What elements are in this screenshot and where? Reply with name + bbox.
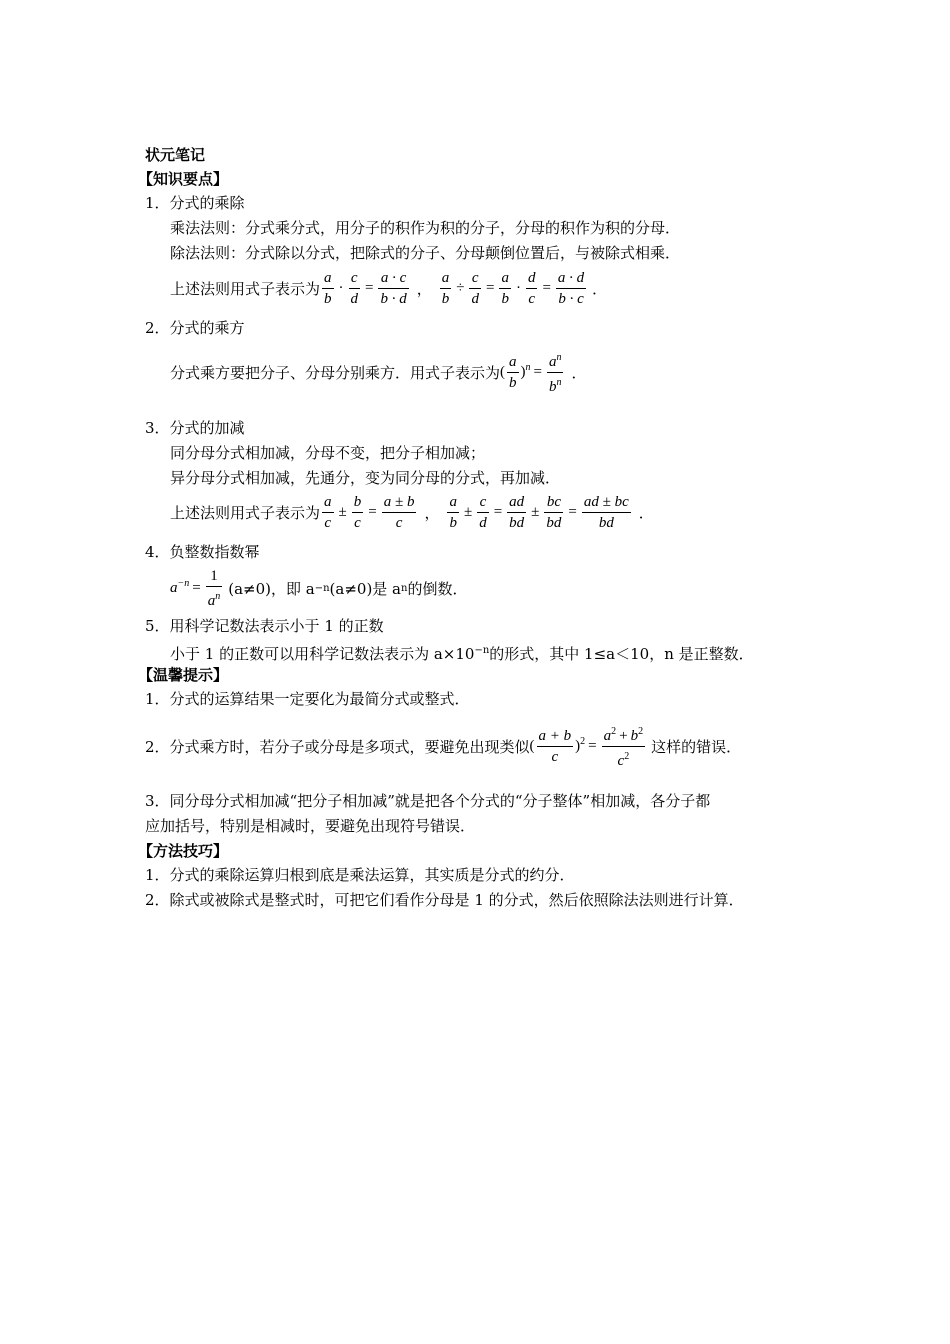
formula-negative-exponent: $a^{-n}$ = $\frac{1}{a^n}$ <box>170 568 221 609</box>
page-title: 状元笔记 <box>145 146 206 164</box>
item2-title: 2．分式的乘方 <box>145 319 245 337</box>
item2-formula-line: 分式乘方要把分子、分母分别乘方．用式子表示为 ( $\frac{a}{b}$ )$^n$ = $\frac{a^n}{b^n}$ ． <box>170 348 587 397</box>
tip3-line2: 应加括号，特别是相减时，要避免出现符号错误． <box>145 817 476 835</box>
item3-different-denominator: 异分母分式相加减，先通分，变为同分母的分式，再加减． <box>170 469 561 487</box>
tip1: 1．分式的运算结果一定要化为最简分式或整式． <box>145 690 470 708</box>
item3-formula-line: 上述法则用式子表示为 $\frac{a}{c}$ ± $\frac{b}{c}$ = $\frac{a \pm b}{c}$ ， $\frac{a}{b}$ ± $\frac{c}{d}$ = $\frac{ad}{bd}$ ± $\frac{bc}{bd}$ = $\frac{ad \pm bc}{bd}$ ． <box>170 494 654 531</box>
item3-title: 3．分式的加减 <box>145 419 245 437</box>
formula-div: $\frac{a}{b}$ ÷ $\frac{c}{d}$ = $\frac{a}{b}$ · $\frac{d}{c}$ = $\frac{a \cdot d}{b \cdot c}$ <box>441 270 585 307</box>
item3-same-denominator: 同分母分式相加减，分母不变，把分子相加减； <box>170 444 486 462</box>
method2: 2．除式或被除式是整式时，可把它们看作分母是 1 的分式，然后依照除法法则进行计算． <box>145 891 744 909</box>
item1-formula-prefix: 上述法则用式子表示为 <box>170 280 321 298</box>
section-header-methods: 【方法技巧】 <box>138 842 229 860</box>
item3-formula-prefix: 上述法则用式子表示为 <box>170 504 321 522</box>
item1-rule-divide: 除法法则：分式除以分式，把除式的分子、分母颠倒位置后，与被除式相乘． <box>170 244 681 262</box>
item4-title: 4．负整数指数幂 <box>145 543 260 561</box>
formula-wrong-example: ( $\frac{a + b}{c}$ )$^2$ = $\frac{a^2 + b^2}{c^2}$ <box>529 726 644 769</box>
formula-add-diff: $\frac{a}{b}$ ± $\frac{c}{d}$ = $\frac{ad}{bd}$ ± $\frac{bc}{bd}$ = $\frac{ad \pm bc}{bd}$ <box>449 494 629 531</box>
item5-title: 5．用科学记数法表示小于 1 的正数 <box>145 617 384 635</box>
item2-text: 分式乘方要把分子、分母分别乘方．用式子表示为 <box>170 364 501 382</box>
tip3-line1: 3．同分母分式相加减“把分子相加减”就是把各个分式的“分子整体”相加减，各分子都 <box>145 792 711 810</box>
item5-text: 小于 1 的正数可以用科学记数法表示为 $a\times 10^{-n}$的形式，其中 1≤a＜10，n 是正整数． <box>170 645 754 663</box>
section-header-knowledge: 【知识要点】 <box>138 170 229 188</box>
formula-power: ( $\frac{a}{b}$ )$^n$ = $\frac{a^n}{b^n}$ <box>500 352 562 395</box>
formula-mul: $\frac{a}{b}$ · $\frac{c}{d}$ = $\frac{a \cdot c}{b \cdot d}$ <box>324 270 407 307</box>
tip2-line: 2．分式乘方时，若分子或分母是多项式，要避免出现类似 ( $\frac{a + b}{c}$ )$^2$ = $\frac{a^2 + b^2}{c^2}$ 这样的错误． <box>145 722 741 771</box>
item1-rule-multiply: 乘法法则：分式乘分式，用分子的积作为积的分子，分母的积作为积的分母． <box>170 219 681 237</box>
item1-formula-line: 上述法则用式子表示为 $\frac{a}{b}$ · $\frac{c}{d}$ = $\frac{a \cdot c}{b \cdot d}$ ， $\frac{a}{b}$ ÷ $\frac{c}{d}$ = $\frac{a}{b}$ · $\frac{d}{c}$ = $\frac{a \cdot d}{b \cdot c}$ ． <box>170 270 608 307</box>
formula-add-same: $\frac{a}{c}$ ± $\frac{b}{c}$ = $\frac{a \pm b}{c}$ <box>324 494 415 531</box>
method1: 1．分式的乘除运算归根到底是乘法运算，其实质是分式的约分． <box>145 866 575 884</box>
section-header-tips: 【温馨提示】 <box>138 666 229 684</box>
item1-title: 1．分式的乘除 <box>145 194 245 212</box>
item4-formula-line: $a^{-n}$ = $\frac{1}{a^n}$ (a≠0)，即 a −n (a≠0)是 a n 的倒数． <box>170 568 468 609</box>
